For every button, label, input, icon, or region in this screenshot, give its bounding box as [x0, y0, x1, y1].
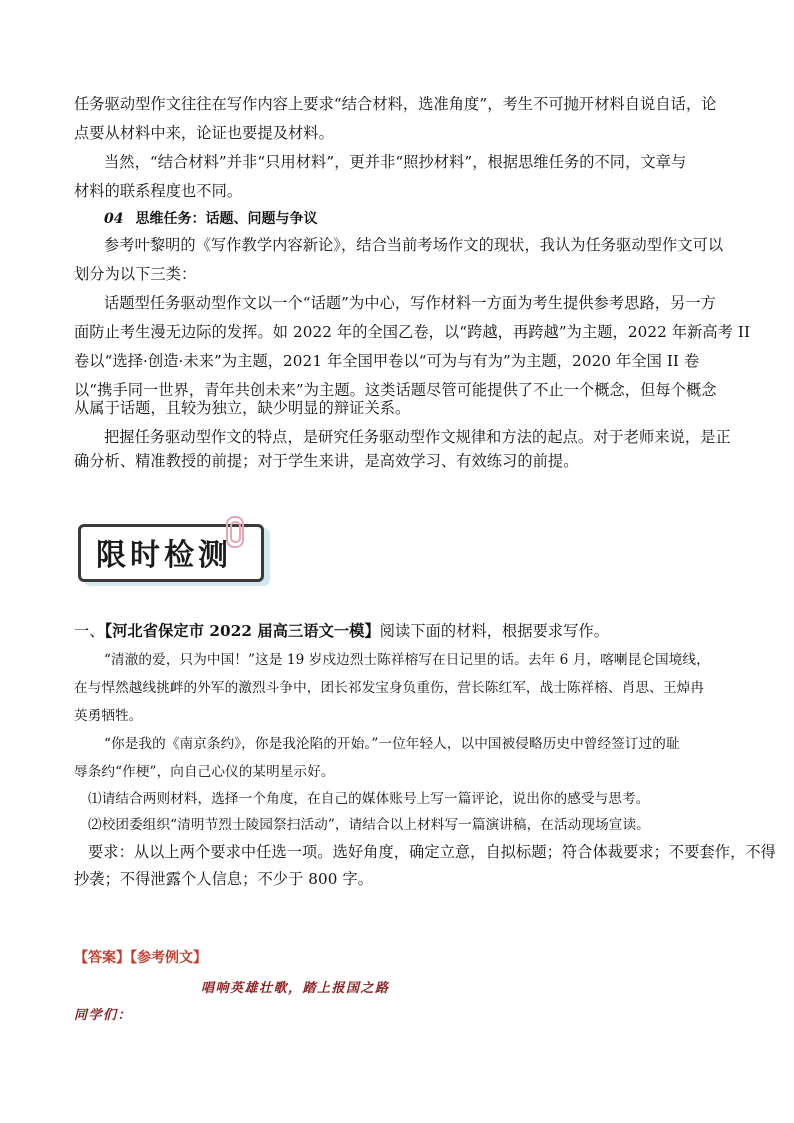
- paragraph-line: 卷以“选择·创造·未来”为主题，2021 年全国甲卷以“可为与有为”为主题，2020 年全国 II 卷: [74, 352, 700, 370]
- task-option-1: ⑴请结合两则材料，选择一个角度，在自己的媒体账号上写一篇评论，说出你的感受与思考。: [88, 791, 650, 807]
- task-option-2: ⑵校团委组织“清明节烈士陵园祭扫活动”，请结合以上材料写一篇演讲稿，在活动现场宣读。: [88, 817, 650, 833]
- paragraph-line: 材料的联系程度也不同。: [74, 182, 243, 200]
- paragraph-line: 从属于话题，且较为独立，缺少明显的辩证关系。: [74, 399, 411, 417]
- section-title: 思维任务：话题、问题与争议: [135, 211, 318, 227]
- section-banner: [74, 516, 270, 580]
- paperclip-inner-icon: [230, 521, 241, 543]
- paragraph-line: 参考叶黎明的《写作教学内容新论》，结合当前考场作文的现状，我认为任务驱动型作文可以: [104, 236, 724, 254]
- requirements-line: 要求：从以上两个要求中任选一项。选好角度，确定立意，自拟标题；符合体裁要求；不要套作，不得: [88, 843, 776, 861]
- requirements-line: 抄袭；不得泄露个人信息；不少于 800 字。: [74, 870, 374, 888]
- material-line: “清澈的爱，只为中国！”这是 19 岁戍边烈士陈祥榕写在日记里的话。去年 6 月，喀喇昆仑国境线，: [104, 652, 710, 668]
- paragraph-line: 把握任务驱动型作文的特点，是研究任务驱动型作文规律和方法的起点。对于老师来说，是正: [104, 428, 731, 446]
- paragraph-line: 点要从材料中来，论证也要提及材料。: [74, 124, 334, 142]
- paragraph-line: 话题型任务驱动型作文以一个“话题”为中心，写作材料一方面为考生提供参考思路，另一方: [104, 294, 716, 312]
- question-instruction: 阅读下面的材料，根据要求写作。: [379, 622, 610, 640]
- question-prefix: 一、: [74, 622, 105, 640]
- paragraph-line: 任务驱动型作文往往在写作内容上要求“结合材料，选准角度”，考生不可抛开材料自说自话，论: [74, 95, 717, 113]
- material-line: “你是我的《南京条约》，你是我沦陷的开始。”一位年轻人，以中国被侵略历史中曾经签订过的耻: [104, 736, 680, 752]
- paragraph-line: 划分为以下三类：: [74, 265, 197, 283]
- answer-label: 【答案】【参考例文】: [74, 950, 207, 966]
- paragraph-line: 当然，“结合材料”并非“只用材料”，更并非“照抄材料”，根据思维任务的不同，文章与: [104, 153, 687, 171]
- question-header: [74, 621, 724, 641]
- essay-greeting: 同学们：: [74, 1008, 133, 1023]
- material-line: 英勇牺牲。: [74, 708, 143, 724]
- section-number: 04: [104, 211, 124, 227]
- banner-title: 限时检测: [96, 538, 232, 573]
- material-line: 辱条约“作梗”，向自己心仪的某明星示好。: [74, 764, 335, 780]
- paragraph-line: 以“携手同一世界，青年共创未来”为主题。这类话题尽管可能提供了不止一个概念，但每个概念: [74, 381, 717, 399]
- section-subheading: [104, 208, 317, 228]
- essay-title: 唱响英雄壮歌，踏上报国之路: [201, 981, 390, 996]
- question-source: 【河北省保定市 2022 届高三语文一模】: [104, 622, 380, 640]
- paragraph-line: 面防止考生漫无边际的发挥。如 2022 年的全国乙卷，以“跨越，再跨越”为主题，2022 年新高考 II: [74, 323, 751, 341]
- material-line: 在与悍然越线挑衅的外军的激烈斗争中，团长祁发宝身负重伤，营长陈红军，战士陈祥榕、肖思、王焯冉: [74, 680, 704, 696]
- paragraph-line: 确分析、精准教授的前提；对于学生来讲，是高效学习、有效练习的前提。: [74, 452, 579, 470]
